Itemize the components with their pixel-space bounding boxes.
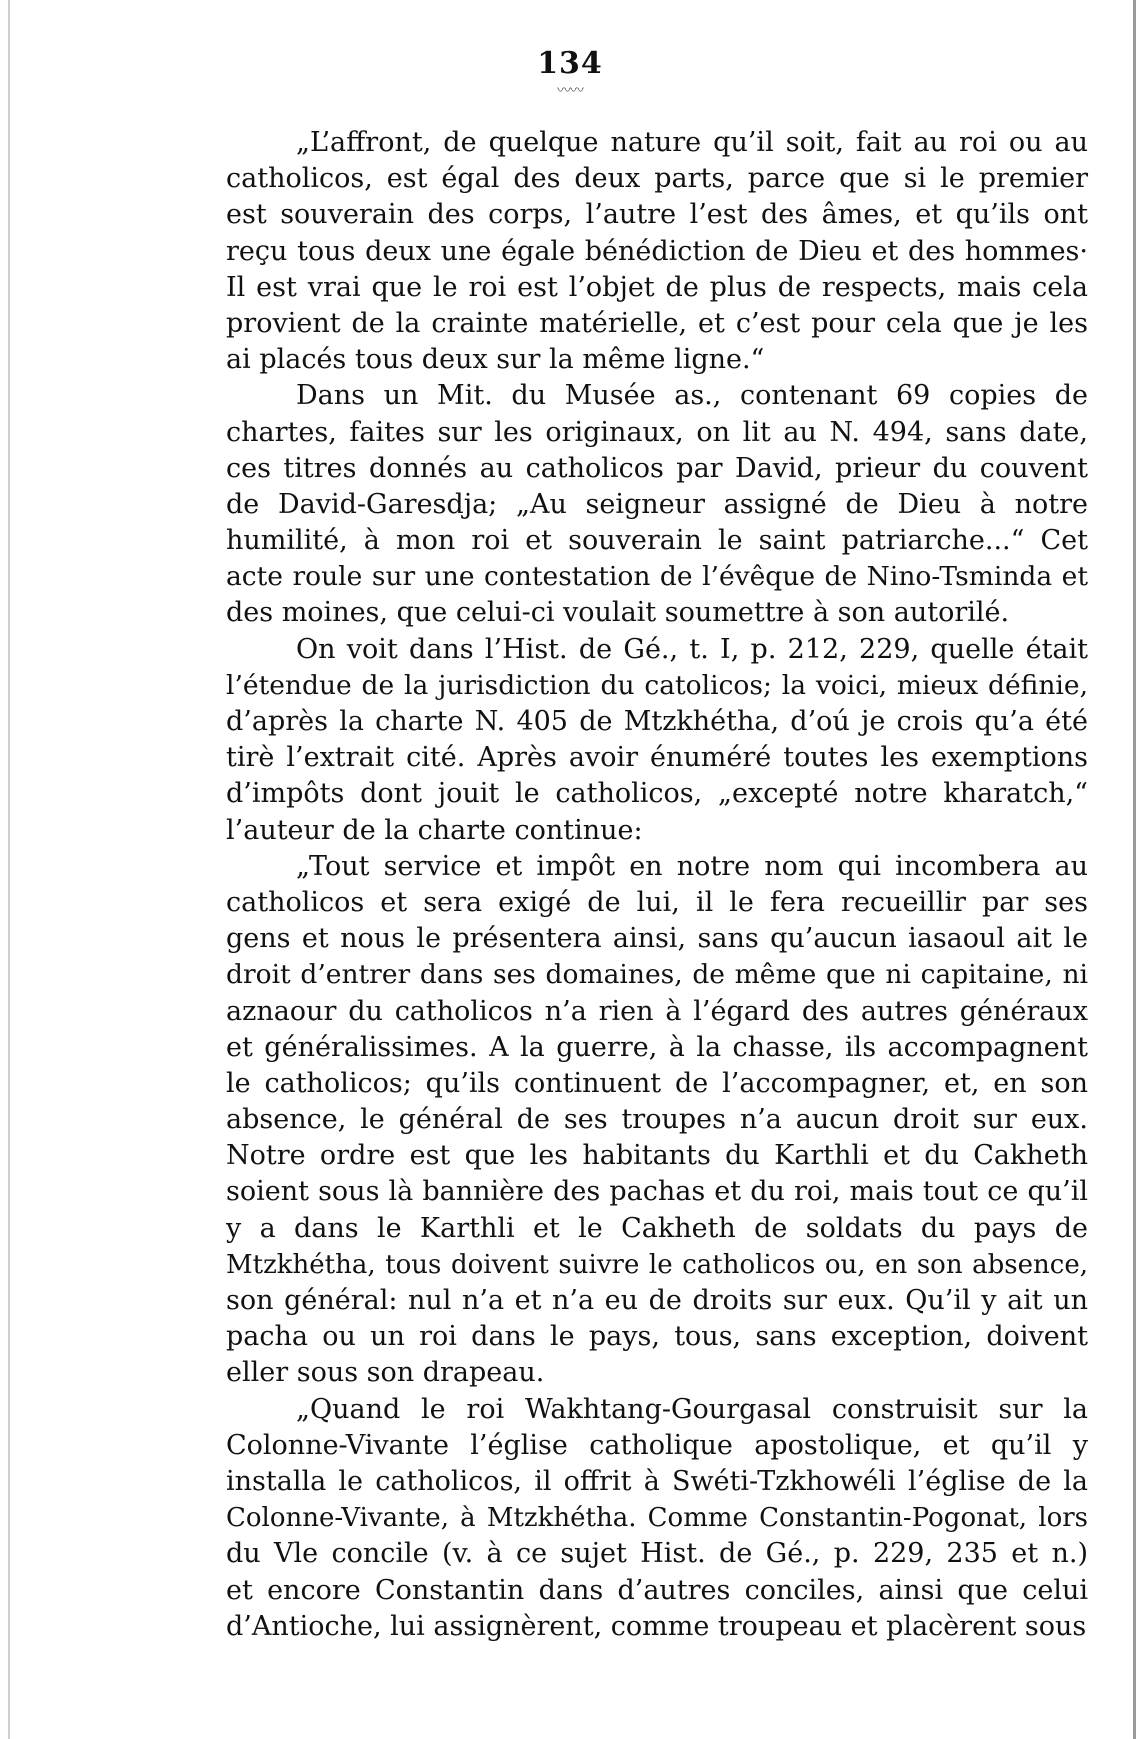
- paragraph-p3: [226, 632, 1088, 849]
- page-left-edge: [8, 0, 10, 1739]
- text-line: des moines, que celui-ci voulait soumettre à son autorilé.: [226, 597, 1010, 629]
- text-line: d’après la charte N. 405 de Mtzkhétha, d’oú je crois qu’a été: [226, 706, 1088, 737]
- text-line: tirè l’extrait cité. Après avoir énuméré toutes les exemptions: [226, 742, 1088, 774]
- text-line: aznaour du catholicos n’a rien à l’égard des autres généraux: [226, 995, 1088, 1027]
- page-number-ornament: 〰〰: [557, 83, 583, 99]
- text-line: reçu tous deux une égale bénédiction de Dieu et des hommes·: [226, 235, 1088, 267]
- text-line: catholicos, est égal des deux parts, parce que si le premier: [226, 163, 1088, 195]
- text-line: et encore Constantin dans d’autres conciles, ainsi que celui: [226, 1574, 1088, 1606]
- text-line: catholicos et sera exigé de lui, il le fera recueillir par ses: [226, 886, 1088, 918]
- text-line: son général: nul n’a et n’a eu de droits sur eux. Qu’il y ait un: [226, 1285, 1088, 1316]
- text-line: installa le catholicos, il offrit à Swéti-Tzkhowéli l’église de la: [226, 1465, 1088, 1497]
- paragraph-p4: [226, 849, 1088, 1392]
- text-line: Notre ordre est que les habitants du Karthli et du Cakheth: [226, 1140, 1088, 1172]
- text-line: ai placés tous deux sur la même ligne.“: [226, 344, 765, 376]
- text-line: provient de la crainte matérielle, et c’est pour cela que je les: [226, 307, 1088, 339]
- text-line: acte roule sur une contestation de l’évêque de Nino-Tsminda et: [226, 561, 1088, 593]
- body-text: [226, 125, 1088, 1645]
- text-line: On voit dans l’Hist. de Gé., t. I, p. 212, 229, quelle était: [296, 633, 1088, 665]
- text-line: l’étendue de la jurisdiction du catolicos; la voici, mieux définie,: [226, 669, 1088, 701]
- text-line: absence, le général de ses troupes n’a aucun droit sur eux.: [226, 1104, 1088, 1136]
- text-line: „L’affront, de quelque nature qu’il soit, fait au roi ou au: [296, 127, 1088, 158]
- text-line: le catholicos; qu’ils continuent de l’accompagner, et, en son: [226, 1067, 1088, 1099]
- text-line: d’Antioche, lui assignèrent, comme troupeau et placèrent sous: [226, 1610, 1087, 1642]
- paragraph-p1: [226, 125, 1088, 378]
- text-line: d’impôts dont jouit le catholicos, „excepté notre kharatch,“: [226, 778, 1088, 810]
- text-line: est souverain des corps, l’autre l’est des âmes, et qu’ils ont: [226, 199, 1088, 231]
- text-line: Il est vrai que le roi est l’objet de plus de respects, mais cela: [226, 271, 1088, 303]
- paragraph-p5: [226, 1392, 1088, 1645]
- page-right-edge: [1133, 0, 1136, 1739]
- text-line: du Vle concile (v. à ce sujet Hist. de Gé., p. 229, 235 et n.): [226, 1538, 1088, 1570]
- text-line: ces titres donnés au catholicos par David, prieur du couvent: [226, 452, 1088, 484]
- text-line: Colonne-Vivante, à Mtzkhétha. Comme Constantin-Pogonat, lors: [226, 1503, 1088, 1534]
- text-line: gens et nous le présentera ainsi, sans qu’aucun iasaoul ait le: [226, 923, 1088, 955]
- text-line: soient sous là bannière des pachas et du roi, mais tout ce qu’il: [226, 1176, 1088, 1208]
- text-line: Mtzkhétha, tous doivent suivre le catholicos ou, en son absence,: [226, 1249, 1088, 1280]
- text-line: „Tout service et impôt en notre nom qui incombera au: [296, 850, 1088, 882]
- text-line: „Quand le roi Wakhtang-Gourgasal construisit sur la: [296, 1393, 1088, 1425]
- text-line: chartes, faites sur les originaux, on lit au N. 494, sans date,: [226, 416, 1088, 448]
- text-line: y a dans le Karthli et le Cakheth de soldats du pays de: [226, 1212, 1088, 1244]
- text-line: pacha ou un roi dans le pays, tous, sans exception, doivent: [226, 1321, 1088, 1353]
- page-number: 134: [537, 46, 603, 81]
- text-line: l’auteur de la charte continue:: [226, 814, 643, 846]
- text-line: droit d’entrer dans ses domaines, de même que ni capitaine, ni: [226, 959, 1088, 991]
- text-line: Dans un Mit. du Musée as., contenant 69 copies de: [296, 380, 1088, 412]
- text-line: Colonne-Vivante l’église catholique apostolique, et qu’il y: [226, 1429, 1088, 1461]
- text-line: et généralissimes. A la guerre, à la chasse, ils accompagnent: [226, 1031, 1088, 1063]
- paragraph-p2: [226, 378, 1088, 631]
- text-line: de David-Garesdja; „Au seigneur assigné de Dieu à notre: [226, 488, 1088, 520]
- text-line: humilité, à mon roi et souverain le saint patriarche...“ Cet: [226, 525, 1088, 557]
- text-line: eller sous son drapeau.: [226, 1357, 545, 1389]
